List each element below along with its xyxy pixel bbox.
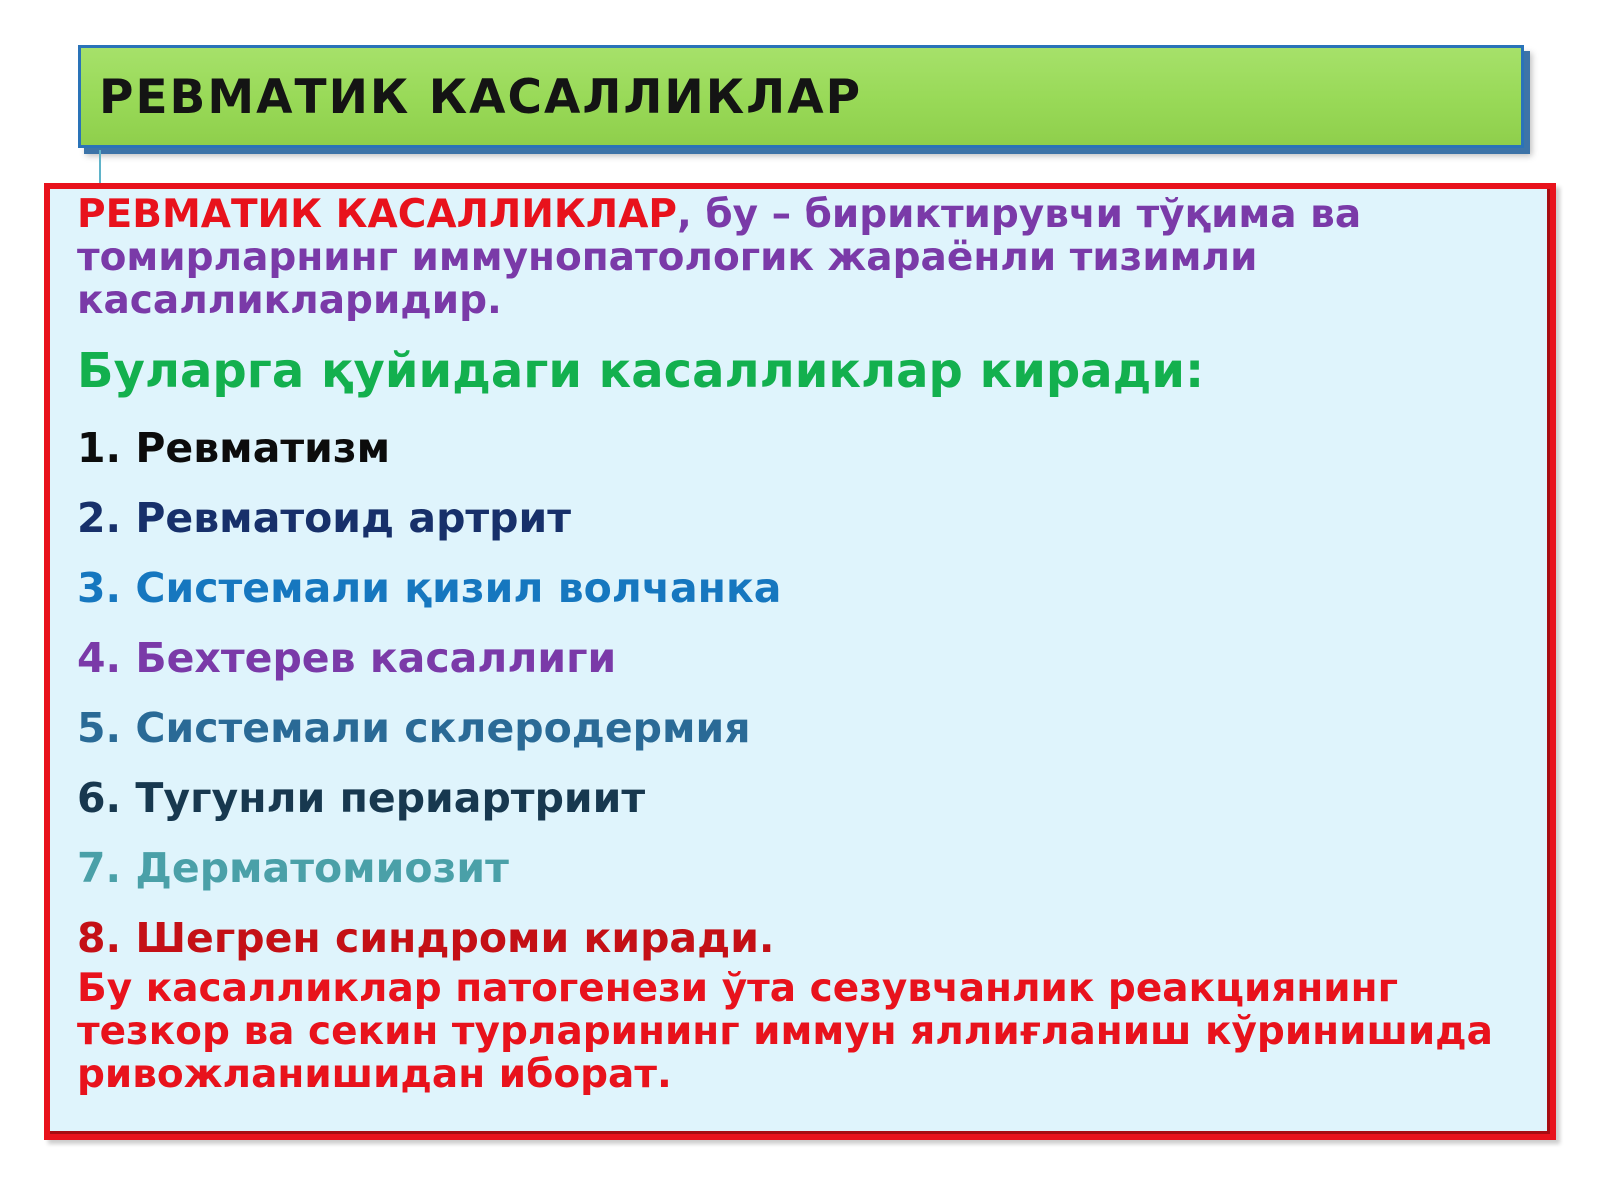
disease-list (77, 413, 781, 973)
list-item: 4. Бехтерев касаллиги (77, 634, 617, 682)
intro-term: РЕВМАТИК КАСАЛЛИКЛАР (77, 192, 677, 237)
list-item: 7. Дерматомиозит (77, 844, 509, 892)
intro-definition: , бу – бириктирувчи тўқима ва томирларнинг иммунопатологик жараёнли тизимли касалликларидир. (77, 192, 1362, 323)
title-connector-line (99, 150, 101, 186)
list-subheading: Буларга қуйидаги касалликлар киради: (77, 343, 1205, 399)
slide-title-bar (78, 45, 1524, 148)
list-item: 8. Шегрен синдроми киради. (77, 914, 775, 962)
list-item: 5. Системали склеродермия (77, 704, 751, 752)
list-item: 1. Ревматизм (77, 424, 391, 472)
intro-paragraph (77, 193, 1517, 322)
content-box (44, 183, 1556, 1140)
list-item: 3. Системали қизил волчанка (77, 564, 782, 612)
conclusion-paragraph: Бу касалликлар патогенези ўта сезувчанлик реакциянинг тезкор ва секин турларининг иммун яллиғланиш кўринишида ривожланишидан иборат. (77, 966, 1493, 1097)
list-item: 2. Ревматоид артрит (77, 494, 572, 542)
list-item: 6. Тугунли периартриит (77, 774, 646, 822)
slide-title: РЕВМАТИК КАСАЛЛИКЛАР (99, 70, 863, 125)
